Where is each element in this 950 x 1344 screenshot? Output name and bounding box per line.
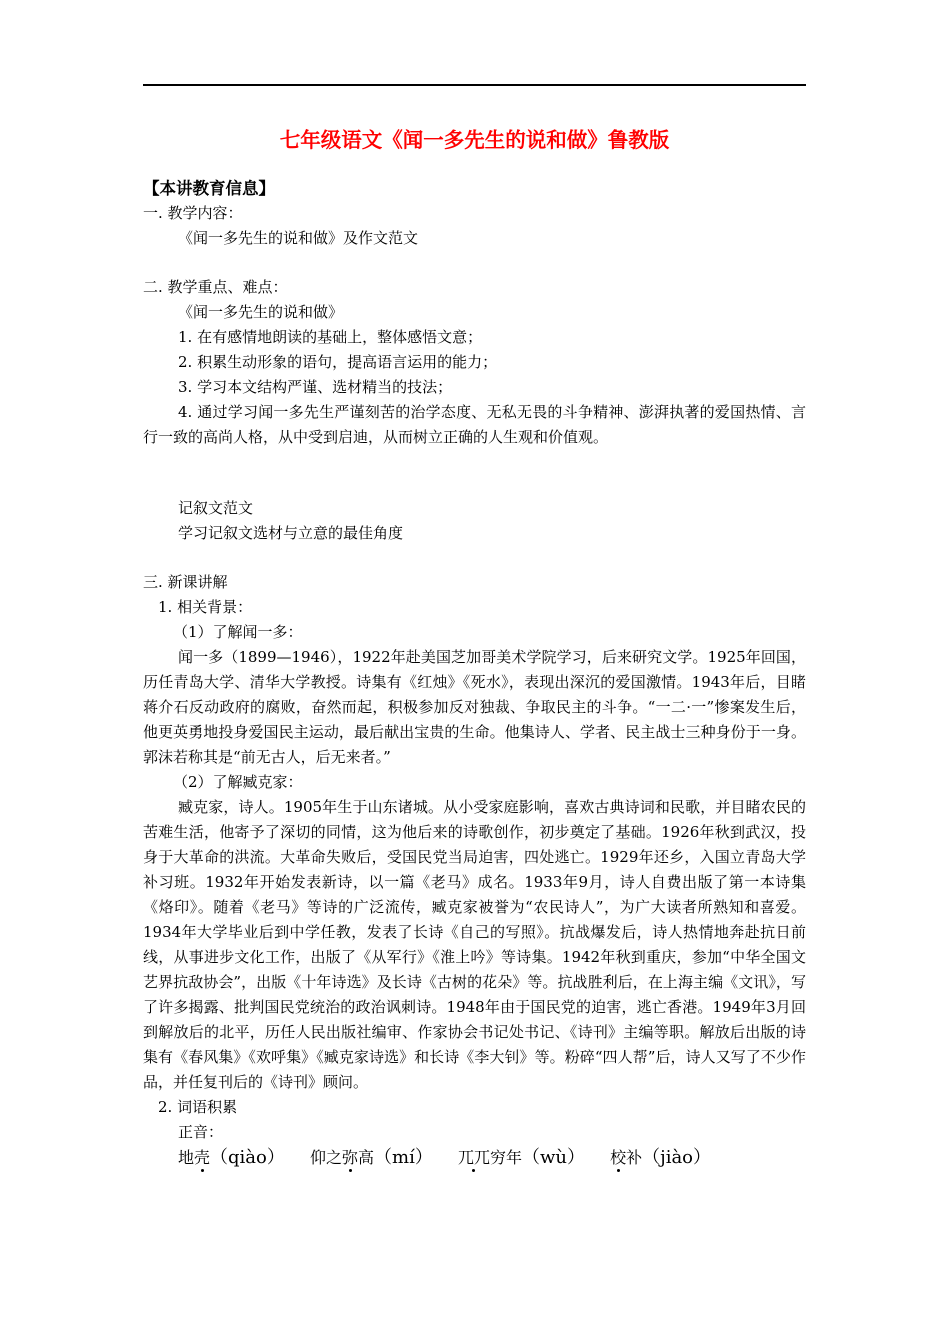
writing-title: 记叙文范文 [178, 499, 254, 517]
pinyin-item: 地壳（qiào） [178, 1147, 285, 1168]
pinyin-row [143, 1145, 806, 1170]
pinyin-item: 仰之弥高（mí） [309, 1147, 433, 1168]
page-title: 七年级语文《闻一多先生的说和做》鲁教版 [279, 128, 670, 152]
pronunciation-label: 正音： [178, 1123, 224, 1141]
key-point: 2. 积累生动形象的语句，提高语言运用的能力； [178, 353, 498, 371]
pinyin-item: 校补（jiào） [610, 1147, 712, 1168]
header-rule [143, 84, 806, 86]
writing-sub: 学习记叙文选材与立意的最佳角度 [178, 524, 404, 542]
section-2-sub: 《闻一多先生的说和做》 [178, 303, 344, 321]
background-title: 1. 相关背景： [158, 598, 253, 616]
zang-paragraph: 臧克家，诗人。1905年生于山东诸城。从小受家庭影响，喜欢古典诗词和民歌，并目睹农民的苦难生活，他寄予了深切的同情，这为他后来的诗歌创作，初步奠定了基础。1926年秋到武汉，投身于大革命的洪流。大革命失败后，受国民党当局迫害，四处逃亡。1929年还乡，入国立青岛大学补习班。1932年开始发表新诗，以一篇《老马》成名。1933年9月，诗人自费出版了第一本诗集《烙印》。随着《老马》等诗的广泛流传，臧克家被誉为“农民诗人”，为广大读者所熟知和喜爱。1934年大学毕业后到中学任教，发表了长诗《自己的写照》。抗战爆发后，诗人热情地奔赴抗日前线，从事进步文化工作，出版了《从军行》《淮上吟》等诗集。1942年秋到重庆，参加“中华全国文艺界抗敌协会”，出版《十年诗选》及长诗《古树的花朵》等。抗战胜利后，在上海主编《文讯》，写了许多揭露、批判国民党统治的政治讽刺诗。1948年由于国民党的迫害，逃亡香港。1949年3月回到解放后的北平，历任人民出版社编审、作家协会书记处书记、《诗刊》主编等职。解放后出版的诗集有《春风集》《欢呼集》《臧克家诗选》和长诗《李大钊》等。粉碎“四人帮”后，诗人又写了不少作品，并任复刊后的《诗刊》顾问。 [143, 798, 806, 1091]
pinyin-item: 兀兀穷年（wù） [457, 1147, 585, 1168]
document-body [143, 176, 806, 1170]
wen-heading: （1）了解闻一多： [173, 623, 303, 641]
key-point: 3. 学习本文结构严谨、选材精当的技法； [178, 378, 453, 396]
section-2-title: 二. 教学重点、难点： [143, 278, 288, 296]
key-point: 4. 通过学习闻一多先生严谨刻苦的治学态度、无私无畏的斗争精神、澎湃执著的爱国热情、言行一致的高尚人格，从中受到启迪，从而树立正确的人生观和价值观。 [143, 403, 806, 446]
section-1-title: 一. 教学内容： [143, 204, 243, 222]
vocab-title: 2. 词语积累 [158, 1098, 238, 1116]
wen-paragraph: 闻一多（1899—1946），1922年赴美国芝加哥美术学院学习，后来研究文学。1925年回国，历任青岛大学、清华大学教授。诗集有《红烛》《死水》，表现出深沉的爱国激情。1943年后，目睹蒋介石反动政府的腐败，奋然而起，积极参加反对独裁、争取民主的斗争。“一二·一”惨案发生后，他更英勇地投身爱国民主运动，最后献出宝贵的生命。他集诗人、学者、民主战士三种身份于一身。郭沫若称其是“前无古人，后无来者。” [143, 648, 806, 766]
section-3-title: 三. 新课讲解 [143, 573, 228, 591]
zang-heading: （2）了解臧克家： [173, 773, 303, 791]
key-point: 1. 在有感情地朗读的基础上，整体感悟文意； [178, 328, 483, 346]
section-heading: 【本讲教育信息】 [143, 179, 275, 198]
section-1-item: 《闻一多先生的说和做》及作文范文 [178, 229, 419, 247]
